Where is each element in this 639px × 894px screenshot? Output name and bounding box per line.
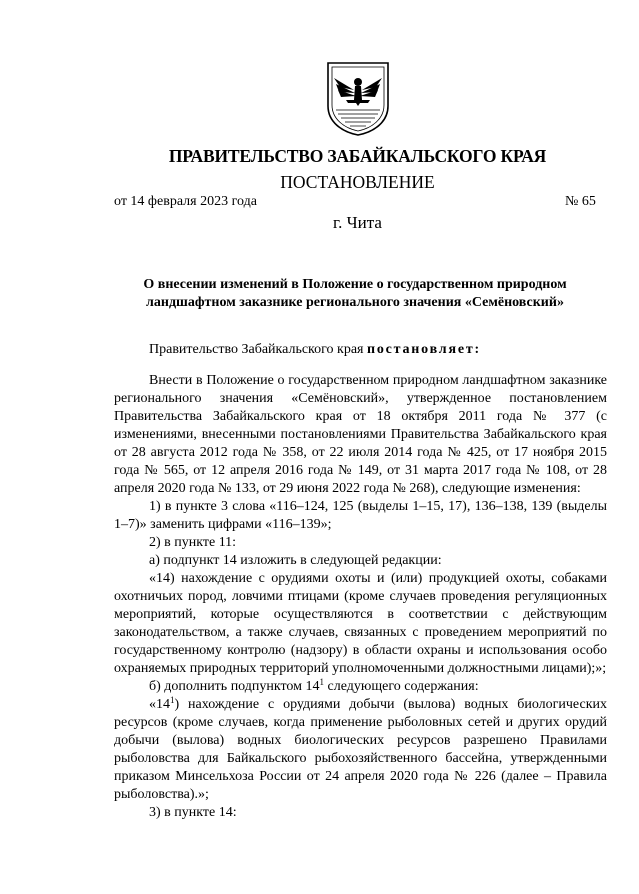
intro-subject: Правительство Забайкальского края [149, 342, 367, 357]
superscript: 1 [319, 677, 325, 687]
paragraph-text: ) нахождение с орудиями добычи (вылова) водных биологических ресурсов (кроме случаев, когда применение рыболовных сетей и других орудий добычи (вылова) водных биологических ресурсов разрешено Правилами рыболовства для Байкальского рыбохозяйственного бассейна, утвержденными приказом Минсельхоза России от 24 апреля 2020 года № 226 (далее – Правила рыболовства).»; [114, 697, 607, 802]
paragraph [114, 678, 607, 696]
paragraph: 1) в пункте 3 слова «116–124, 125 (выделы 1–15, 17), 136–138, 139 (выделы 1–7)» заменить цифрами «116–139»; [114, 499, 607, 532]
document-type: ПОСТАНОВЛЕНИЕ [280, 172, 435, 192]
paragraph-text: следующего содержания: [324, 679, 479, 694]
paragraph: а) подпункт 14 изложить в следующей редакции: [149, 553, 442, 568]
coat-of-arms-icon [324, 60, 392, 136]
government-name: ПРАВИТЕЛЬСТВО ЗАБАЙКАЛЬСКОГО КРАЯ [168, 146, 547, 166]
paragraph-text: «14 [149, 697, 170, 712]
paragraph: 3) в пункте 14: [149, 805, 237, 820]
intro-line [149, 342, 481, 358]
document-date: от 14 февраля 2023 года [114, 194, 257, 209]
document-body [114, 372, 607, 822]
document-city: г. Чита [333, 213, 382, 232]
paragraph [114, 696, 607, 804]
intro-verb: постановляет: [366, 342, 481, 357]
paragraph: Внести в Положение о государственном природном ландшафтном заказнике регионального значения «Семёновский», утвержденное постановлением Правительства Забайкальского края от 18 октября 2011 года № 377 (с изменениями, внесенными постановлениями Правительства Забайкальского края от 28 августа 2012 года № 358, от 22 июля 2014 года № 425, от 17 ноября 2015 года № 565, от 12 апреля 2016 года № 149, от 31 марта 2017 года № 108, от 28 апреля 2020 года № 133, от 29 июня 2022 года № 268), следующие изменения: [114, 373, 607, 496]
paragraph: 2) в пункте 11: [149, 535, 237, 550]
document-title: О внесении изменений в Положение о государственном природном ландшафтном заказнике регионального значения «Семёновский» [143, 277, 567, 310]
paragraph-text: б) дополнить подпунктом 14 [149, 679, 320, 694]
document-number: № 65 [565, 194, 596, 209]
superscript: 1 [170, 695, 175, 705]
paragraph: «14) нахождение с орудиями охоты и (или) продукцией охоты, собаками охотничьих пород, ловчими птицами (кроме случаев проведения регуляционных мероприятий, которые осуществляются в соответствии с действующим законодательством, а также случаев, связанных с проведением мероприятий по государственному контролю (надзору) в области охраны и использования особо охраняемых природных территорий уполномоченными должностными лицами);»; [114, 571, 607, 676]
